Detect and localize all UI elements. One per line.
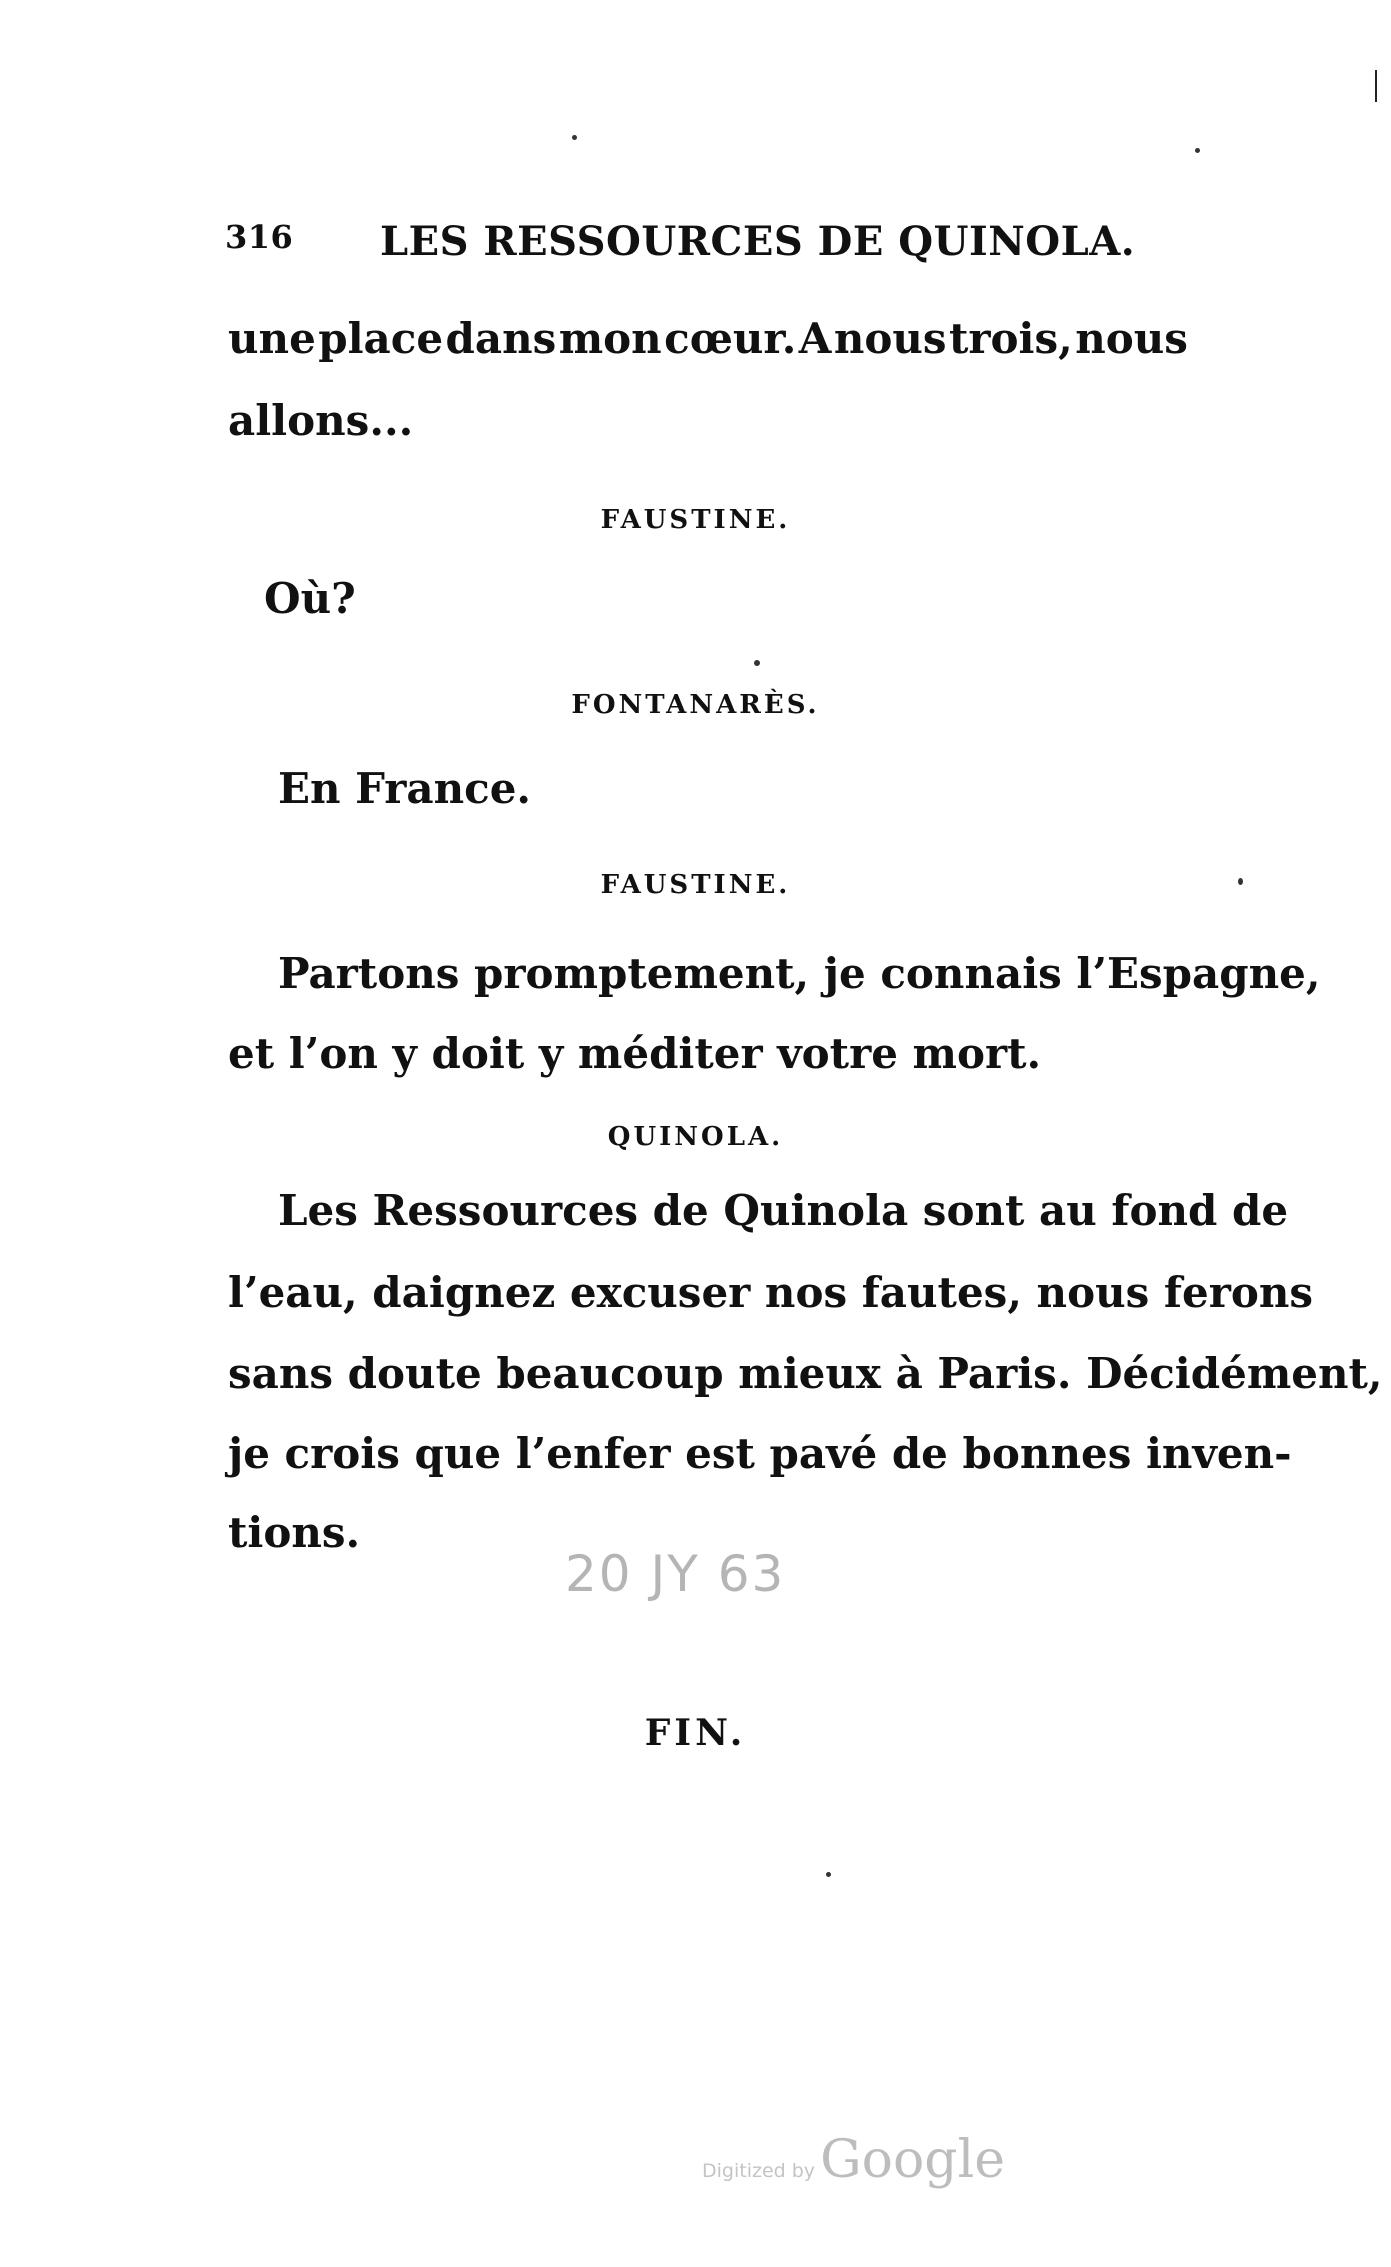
word: une bbox=[228, 314, 316, 363]
digitized-watermark bbox=[702, 2130, 1005, 2190]
ink-speck bbox=[826, 1872, 831, 1877]
speaker-name: FAUSTINE. bbox=[600, 505, 791, 535]
page-edge-mark bbox=[1375, 70, 1377, 102]
speaker-name: FONTANARÈS. bbox=[571, 690, 820, 720]
ink-speck bbox=[572, 135, 577, 140]
library-date-stamp: 20 JY 63 bbox=[565, 1545, 786, 1603]
speaker-name: FAUSTINE. bbox=[600, 870, 791, 900]
ink-speck bbox=[1195, 148, 1200, 153]
text-line bbox=[228, 314, 1188, 363]
speech-line: l’eau, daignez excuser nos fautes, nous ferons bbox=[228, 1268, 1314, 1317]
word: nous bbox=[833, 314, 947, 363]
speech-line: Où? bbox=[264, 574, 356, 623]
text-line: allons... bbox=[228, 396, 414, 445]
page-number: 316 bbox=[225, 218, 294, 256]
running-title: LES RESSOURCES DE QUINOLA. bbox=[380, 218, 1136, 265]
word: place bbox=[318, 314, 444, 363]
speaker-name: QUINOLA. bbox=[607, 1122, 784, 1152]
ink-speck bbox=[754, 660, 760, 666]
google-logo: Google bbox=[820, 2130, 1005, 2190]
word: A bbox=[798, 314, 832, 363]
speech-line: tions. bbox=[228, 1508, 361, 1557]
end-mark: FIN. bbox=[644, 1712, 747, 1754]
speech-line: sans doute beaucoup mieux à Paris. Décidément, bbox=[228, 1349, 1383, 1398]
word: mon bbox=[558, 314, 662, 363]
word: cœur. bbox=[664, 314, 797, 363]
running-header bbox=[225, 218, 1136, 268]
speech-line: je crois que l’enfer est pavé de bonnes inven- bbox=[228, 1429, 1292, 1478]
speech-line: En France. bbox=[278, 764, 532, 813]
speech-line: et l’on y doit y méditer votre mort. bbox=[228, 1029, 1042, 1078]
speech-line: Les Ressources de Quinola sont au fond de bbox=[278, 1186, 1289, 1235]
speech-line: Partons promptement, je connais l’Espagne, bbox=[278, 949, 1321, 998]
word: nous bbox=[1075, 314, 1188, 363]
word: trois, bbox=[948, 314, 1073, 363]
word: dans bbox=[445, 314, 557, 363]
digitized-prefix: Digitized by bbox=[702, 2160, 816, 2182]
